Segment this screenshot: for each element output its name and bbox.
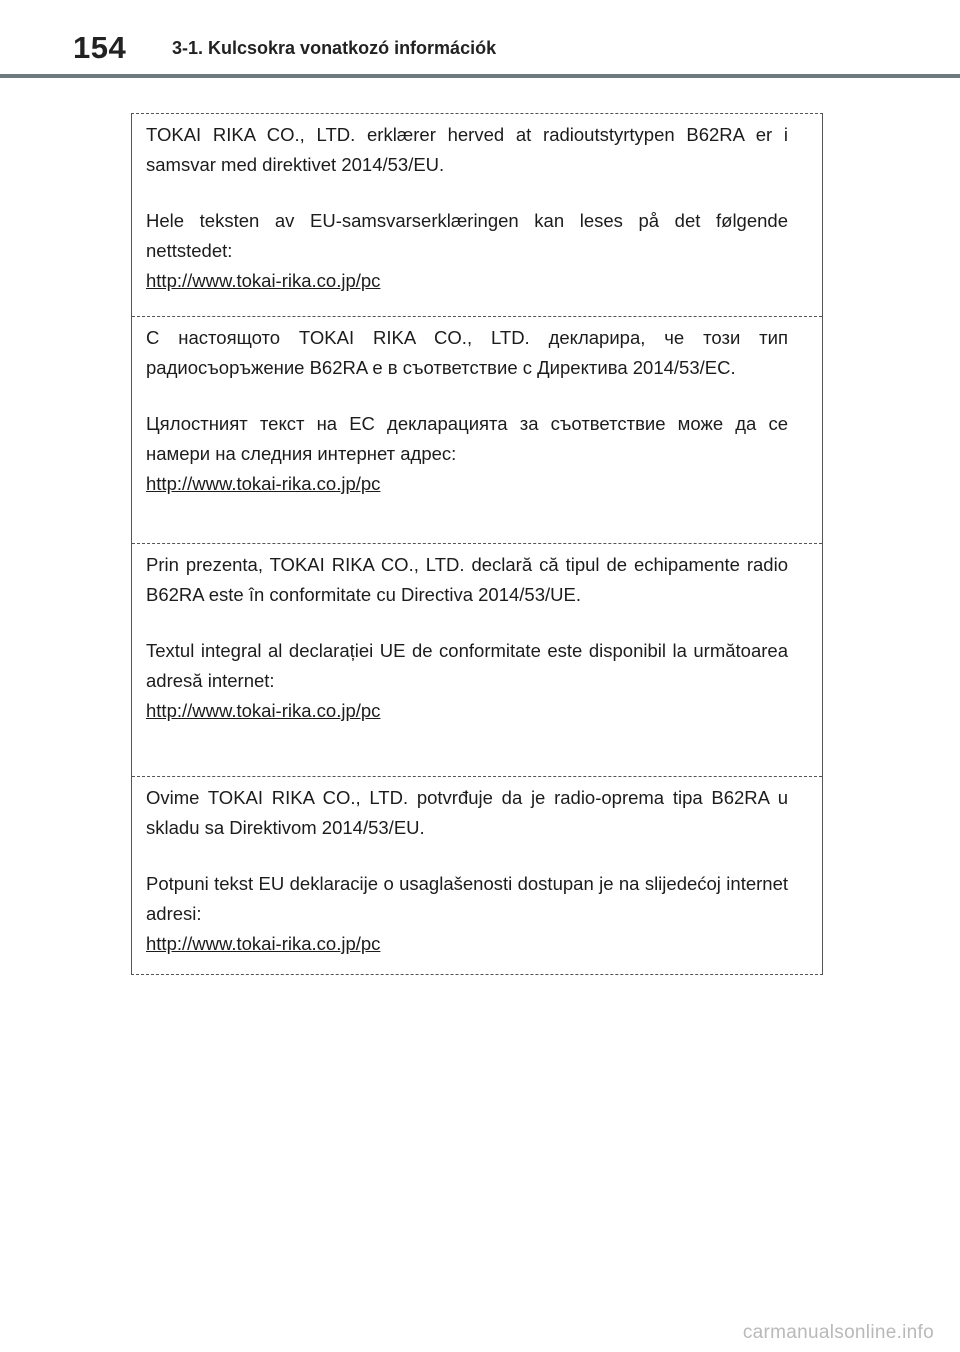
- declaration-bulgarian: [132, 317, 822, 544]
- declaration-url-link[interactable]: http://www.tokai-rika.co.jp/pc: [146, 473, 381, 494]
- section-title: 3-1. Kulcsokra vonatkozó információk: [172, 38, 497, 58]
- declaration-url-link[interactable]: http://www.tokai-rika.co.jp/pc: [146, 700, 381, 721]
- header-divider: [0, 74, 960, 78]
- page-number: 154: [73, 30, 127, 65]
- declaration-statement: Ovime TOKAI RIKA CO., LTD. potvrđuje da je radio-oprema tipa B62RA u skladu sa Direktivom 2014/53/EU.: [146, 787, 788, 838]
- declarations-table: [131, 113, 823, 975]
- declaration-norwegian: [132, 114, 822, 317]
- declaration-fulltext: Textul integral al declarației UE de conformitate este disponibil la următoarea adresă internet:: [146, 640, 788, 691]
- page-header: [0, 0, 960, 80]
- watermark: carmanualsonline.info: [742, 1322, 934, 1343]
- declaration-url-link[interactable]: http://www.tokai-rika.co.jp/pc: [146, 270, 381, 291]
- declaration-fulltext: Hele teksten av EU-samsvarserklæringen kan leses på det følgende nettstedet:: [146, 210, 788, 261]
- declaration-url-link[interactable]: http://www.tokai-rika.co.jp/pc: [146, 933, 381, 954]
- declaration-statement: С настоящото TOKAI RIKA CO., LTD. декларира, че този тип радиосъоръжение B62RA е в съответствие с Директива 2014/53/ЕС.: [146, 327, 788, 378]
- declaration-romanian: [132, 544, 822, 777]
- declaration-fulltext: Цялостният текст на ЕС декларацията за съответствие може да се намери на следния интернет адрес:: [146, 413, 788, 464]
- declaration-statement: Prin prezenta, TOKAI RIKA CO., LTD. declară că tipul de echipamente radio B62RA este în conformitate cu Directiva 2014/53/UE.: [146, 554, 788, 605]
- declaration-croatian: [132, 777, 822, 974]
- declaration-statement: TOKAI RIKA CO., LTD. erklærer herved at radioutstyrtypen B62RA er i samsvar med direktivet 2014/53/EU.: [146, 124, 788, 175]
- declaration-fulltext: Potpuni tekst EU deklaracije o usaglašenosti dostupan je na slijedećoj internet adresi:: [146, 873, 788, 924]
